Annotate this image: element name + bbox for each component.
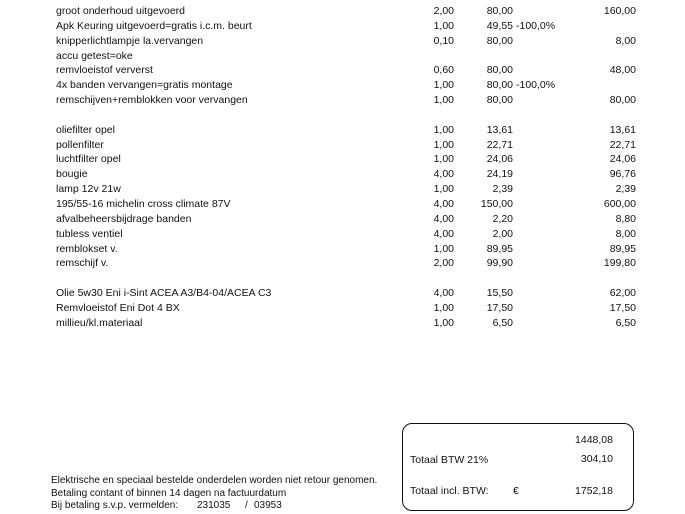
line-description: luchtfilter opel <box>56 153 121 166</box>
line-total: 89,95 <box>609 242 636 255</box>
line-item <box>0 212 685 227</box>
line-unit-price: 24,19 <box>486 168 513 181</box>
line-total: 96,76 <box>609 168 636 181</box>
footer-line-reference <box>51 500 377 513</box>
line-unit-price: 80,00 <box>486 34 513 47</box>
line-unit-price: 80,00 <box>486 5 513 17</box>
line-quantity: 1,00 <box>433 242 454 255</box>
line-item <box>0 242 685 257</box>
line-total: 8,00 <box>615 227 636 240</box>
line-discount: -100,0% <box>516 19 556 32</box>
section-spacer <box>0 271 685 286</box>
line-quantity: 2,00 <box>433 257 454 270</box>
line-item <box>0 256 685 271</box>
invoice-lines <box>0 4 685 331</box>
line-description: tubless ventiel <box>56 227 123 240</box>
line-unit-price: 17,50 <box>486 301 513 314</box>
line-quantity: 4,00 <box>433 227 454 240</box>
reference-separator: / <box>245 500 248 511</box>
line-description: groot onderhoud uitgevoerd <box>56 5 186 17</box>
line-item <box>0 227 685 242</box>
subtotal-amount: 1448,08 <box>575 434 613 446</box>
line-unit-price: 150,00 <box>480 197 513 210</box>
line-description: oliefilter opel <box>56 123 115 136</box>
line-quantity: 1,00 <box>433 94 454 107</box>
line-unit-price: 99,90 <box>486 257 513 270</box>
line-unit-price: 80,00 <box>486 79 513 92</box>
line-quantity: 1,00 <box>433 153 454 166</box>
line-unit-price: 2,00 <box>492 227 513 240</box>
line-total: 62,00 <box>609 287 636 300</box>
vat-label: Totaal BTW 21% <box>410 454 489 466</box>
line-unit-price: 13,61 <box>486 123 513 136</box>
line-unit-price: 15,50 <box>486 287 513 300</box>
line-total: 17,50 <box>609 301 636 314</box>
line-unit-price: 2,20 <box>492 212 513 225</box>
line-quantity: 4,00 <box>433 197 454 210</box>
line-description: Remvloeistof Eni Dot 4 BX <box>56 301 180 314</box>
line-unit-price: 89,95 <box>486 242 513 255</box>
line-total: 48,00 <box>609 64 636 77</box>
line-discount: -100,0% <box>516 79 556 92</box>
line-total: 2,39 <box>615 183 636 196</box>
line-item <box>0 316 685 331</box>
line-description: bougie <box>56 168 88 181</box>
footer-notes <box>51 475 377 513</box>
line-total: 80,00 <box>609 94 636 107</box>
line-quantity: 2,00 <box>433 5 454 17</box>
customer-number: 03953 <box>254 500 282 511</box>
line-unit-price: 2,39 <box>492 183 513 196</box>
line-description: afvalbeheersbijdrage banden <box>56 212 192 225</box>
line-item <box>0 93 685 108</box>
line-quantity: 1,00 <box>433 19 454 32</box>
line-total: 600,00 <box>603 197 636 210</box>
line-total: 13,61 <box>609 123 636 136</box>
line-total: 22,71 <box>609 138 636 151</box>
line-unit-price: 80,00 <box>486 64 513 77</box>
line-quantity: 0,60 <box>433 64 454 77</box>
line-item <box>0 123 685 138</box>
line-total: 6,50 <box>615 316 636 329</box>
line-quantity: 1,00 <box>433 316 454 329</box>
invoice-number: 231035 <box>197 500 231 511</box>
line-item <box>0 4 685 19</box>
line-quantity: 1,00 <box>433 138 454 151</box>
line-description: remvloeistof ververst <box>56 64 153 77</box>
total-incl-amount: 1752,18 <box>575 485 613 497</box>
line-total: 8,80 <box>615 212 636 225</box>
line-total: 24,06 <box>609 153 636 166</box>
line-description: lamp 12v 21w <box>56 183 121 196</box>
reference-label: Bij betaling s.v.p. vermelden: <box>51 500 179 511</box>
line-item <box>0 34 685 49</box>
currency-symbol: € <box>513 485 519 497</box>
line-quantity: 1,00 <box>433 79 454 92</box>
line-unit-price: 22,71 <box>486 138 513 151</box>
line-quantity: 1,00 <box>433 183 454 196</box>
line-description: accu getest=oke <box>56 49 133 62</box>
total-incl-label: Totaal incl. BTW: <box>410 485 489 497</box>
line-description: remblokset v. <box>56 242 118 255</box>
line-unit-price: 6,50 <box>492 316 513 329</box>
line-quantity: 4,00 <box>433 212 454 225</box>
line-item <box>0 49 685 64</box>
line-total: 8,00 <box>615 34 636 47</box>
line-description: Olie 5w30 Eni i-Sint ACEA A3/B4-04/ACEA C3 <box>56 287 272 300</box>
line-description: remschijven+remblokken voor vervangen <box>56 94 248 107</box>
line-description: remschijf v. <box>56 257 109 270</box>
line-item <box>0 138 685 153</box>
line-description: knipperlichtlampje la.vervangen <box>56 34 204 47</box>
line-description: pollenfilter <box>56 138 104 151</box>
line-unit-price: 80,00 <box>486 94 513 107</box>
vat-amount: 304,10 <box>580 453 613 465</box>
footer-line-return-policy: Elektrische en speciaal bestelde onderdelen worden niet retour genomen. <box>51 475 378 486</box>
line-item <box>0 286 685 301</box>
line-description: 4x banden vervangen=gratis montage <box>56 79 233 92</box>
footer-line-payment-terms: Betaling contant of binnen 14 dagen na factuurdatum <box>51 487 287 499</box>
line-description: millieu/kl.materiaal <box>56 316 143 329</box>
line-description: Apk Keuring uitgevoerd=gratis i.c.m. beurt <box>56 19 252 32</box>
line-quantity: 1,00 <box>433 301 454 314</box>
line-item <box>0 78 685 93</box>
line-item <box>0 152 685 167</box>
line-total: 199,80 <box>603 257 636 270</box>
line-quantity: 1,00 <box>433 123 454 136</box>
line-item <box>0 301 685 316</box>
line-description: 195/55-16 michelin cross climate 87V <box>56 197 231 210</box>
line-quantity: 4,00 <box>433 168 454 181</box>
line-item <box>0 63 685 78</box>
line-unit-price: 24,06 <box>486 153 513 166</box>
totals-box <box>402 423 634 511</box>
line-item <box>0 19 685 34</box>
line-total: 160,00 <box>603 5 636 17</box>
line-item <box>0 182 685 197</box>
line-quantity: 0,10 <box>433 34 454 47</box>
line-unit-price: 49,55 <box>486 19 513 32</box>
section-spacer <box>0 108 685 123</box>
line-item <box>0 167 685 182</box>
line-item <box>0 197 685 212</box>
line-quantity: 4,00 <box>433 287 454 300</box>
